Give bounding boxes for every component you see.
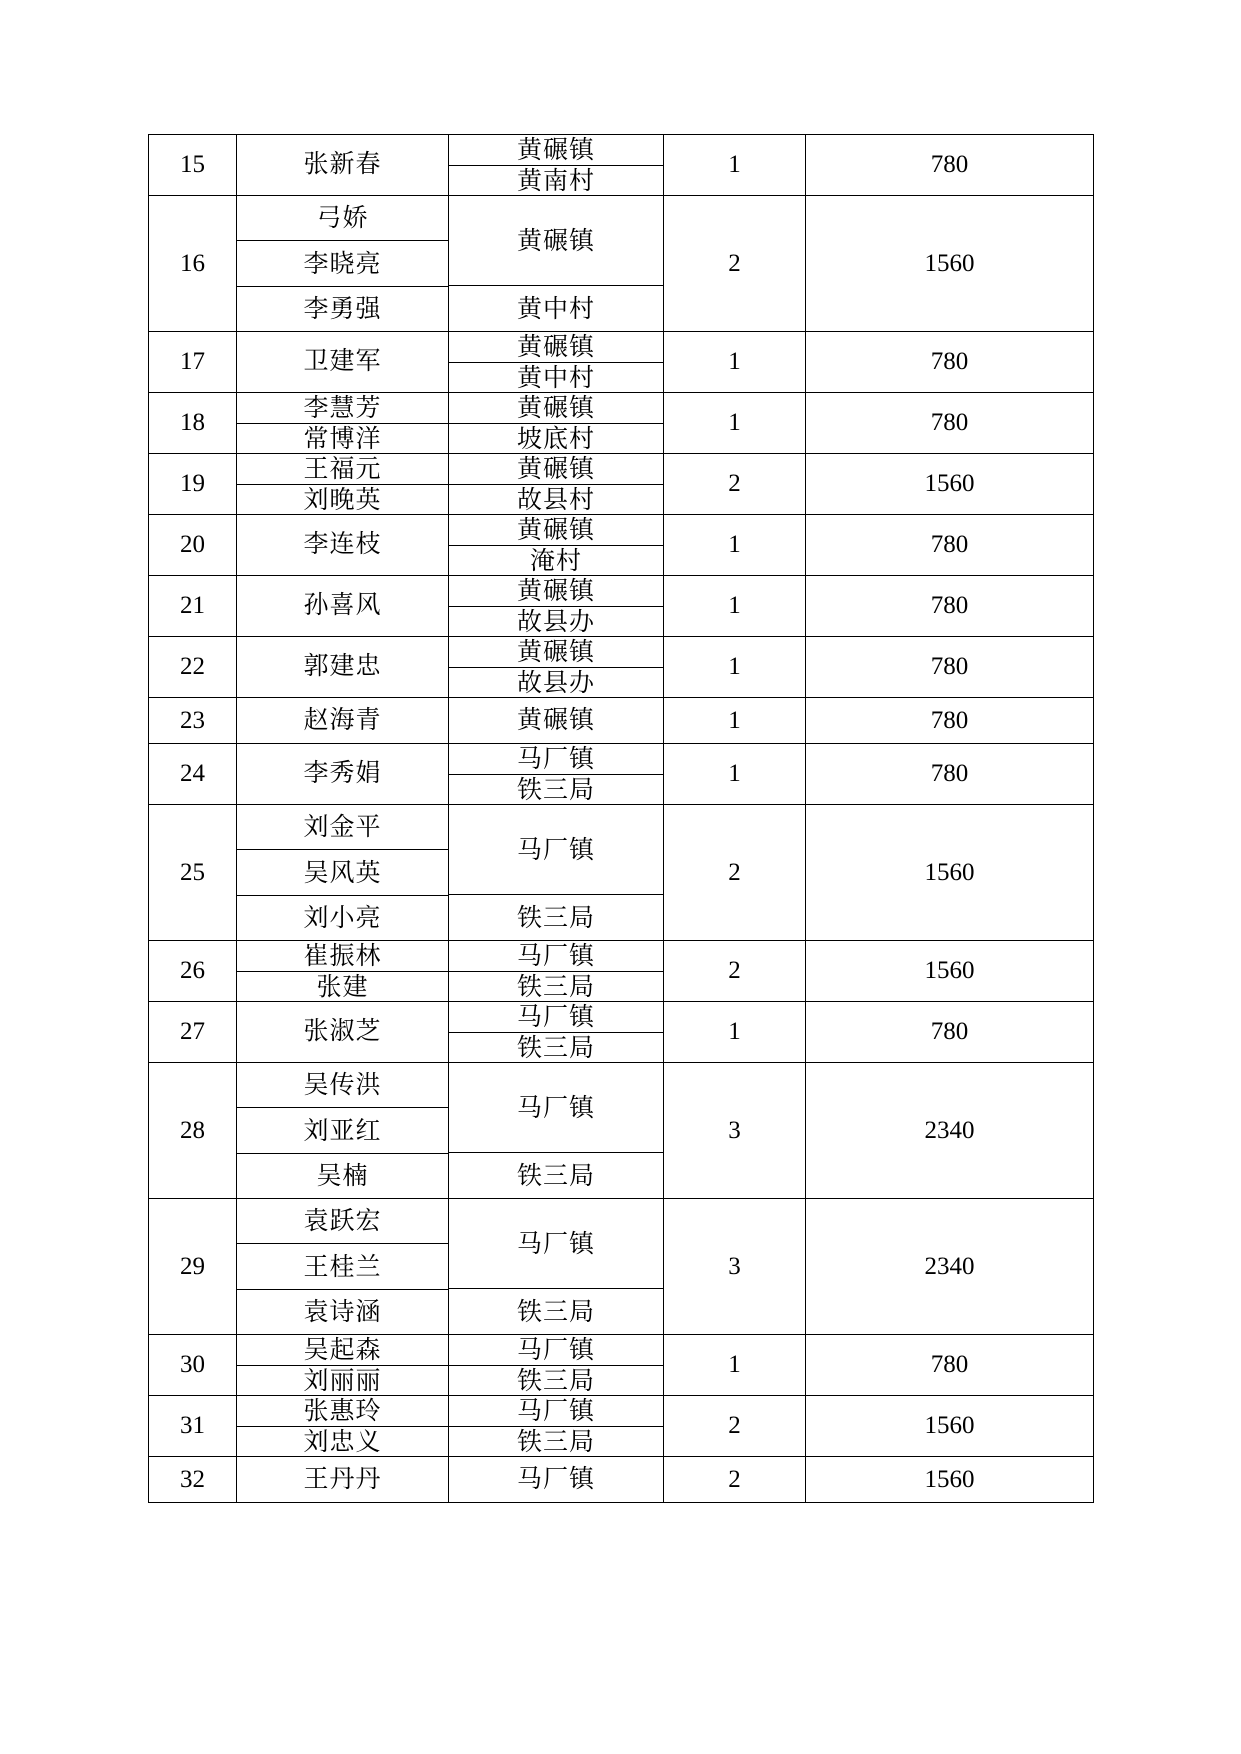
address-line: 黄碾镇	[449, 393, 663, 424]
table-row	[149, 1002, 1094, 1063]
name-line: 李晓亮	[237, 241, 448, 286]
row-count: 1	[664, 576, 806, 637]
name-line: 袁诗涵	[303, 1297, 382, 1327]
row-amount: 780	[806, 515, 1094, 576]
address-line: 黄南村	[516, 165, 595, 195]
row-address	[449, 1396, 664, 1457]
row-name: 卫建军	[237, 332, 449, 393]
table-row	[149, 744, 1094, 805]
name-line: 崔振林	[237, 941, 448, 972]
row-amount: 1560	[806, 1396, 1094, 1457]
name-line: 张建	[316, 971, 369, 1001]
row-count: 1	[664, 332, 806, 393]
name-line: 刘忠义	[303, 1426, 382, 1456]
row-name	[237, 393, 449, 454]
name-line: 吴风英	[237, 850, 448, 895]
address-line: 坡底村	[516, 423, 595, 453]
row-index: 15	[149, 135, 237, 196]
row-index: 17	[149, 332, 237, 393]
row-amount: 1560	[806, 805, 1094, 941]
row-address	[449, 637, 664, 698]
table-row	[149, 941, 1094, 1002]
address-line: 铁三局	[516, 1296, 595, 1326]
row-count: 1	[664, 1002, 806, 1063]
name-line: 吴传洪	[237, 1063, 448, 1108]
row-count: 1	[664, 637, 806, 698]
row-name: 王丹丹	[237, 1457, 449, 1503]
name-line: 刘小亮	[303, 903, 382, 933]
name-line: 刘金平	[237, 805, 448, 850]
table-row	[149, 1199, 1094, 1335]
address-line: 黄碾镇	[449, 637, 663, 668]
row-amount: 780	[806, 1002, 1094, 1063]
row-name: 张新春	[237, 135, 449, 196]
name-line: 李慧芳	[237, 393, 448, 424]
row-amount: 780	[806, 1335, 1094, 1396]
row-index: 16	[149, 196, 237, 332]
address-line: 马厂镇	[449, 1199, 663, 1289]
row-index: 21	[149, 576, 237, 637]
row-count: 1	[664, 515, 806, 576]
row-address: 黄碾镇	[449, 698, 664, 744]
row-amount: 780	[806, 637, 1094, 698]
row-count: 1	[664, 135, 806, 196]
row-amount: 780	[806, 135, 1094, 196]
table-row	[149, 332, 1094, 393]
table-row	[149, 805, 1094, 941]
address-line: 黄碾镇	[449, 515, 663, 546]
row-address	[449, 515, 664, 576]
row-index: 26	[149, 941, 237, 1002]
address-line: 马厂镇	[449, 1002, 663, 1033]
row-count: 3	[664, 1063, 806, 1199]
address-line: 马厂镇	[449, 1063, 663, 1153]
row-count: 2	[664, 1457, 806, 1503]
row-count: 2	[664, 941, 806, 1002]
table-row	[149, 698, 1094, 744]
name-line: 王桂兰	[237, 1244, 448, 1289]
address-line: 铁三局	[516, 1160, 595, 1190]
row-address	[449, 744, 664, 805]
row-amount: 1560	[806, 196, 1094, 332]
row-name	[237, 1063, 449, 1199]
table-row	[149, 393, 1094, 454]
beneficiary-table-container	[148, 134, 1093, 1503]
row-address	[449, 1002, 664, 1063]
name-line: 张惠玲	[237, 1396, 448, 1427]
address-line: 马厂镇	[449, 1335, 663, 1366]
address-line: 铁三局	[516, 902, 595, 932]
row-amount: 780	[806, 332, 1094, 393]
row-amount: 2340	[806, 1063, 1094, 1199]
table-row	[149, 135, 1094, 196]
address-line: 故县村	[516, 484, 595, 514]
row-index: 22	[149, 637, 237, 698]
address-line: 黄中村	[516, 293, 595, 323]
table-row	[149, 196, 1094, 332]
row-name: 孙喜风	[237, 576, 449, 637]
row-count: 1	[664, 744, 806, 805]
row-index: 24	[149, 744, 237, 805]
address-line: 黄碾镇	[449, 135, 663, 166]
row-name	[237, 1199, 449, 1335]
address-line: 黄中村	[516, 362, 595, 392]
row-name	[237, 454, 449, 515]
row-address	[449, 1063, 664, 1199]
name-line: 王福元	[237, 454, 448, 485]
row-address	[449, 135, 664, 196]
row-count: 1	[664, 1335, 806, 1396]
row-count: 1	[664, 393, 806, 454]
name-line: 常博洋	[303, 423, 382, 453]
table-row	[149, 1457, 1094, 1503]
name-line: 刘丽丽	[303, 1365, 382, 1395]
row-address	[449, 196, 664, 332]
table-row	[149, 637, 1094, 698]
row-name: 李连枝	[237, 515, 449, 576]
row-count: 2	[664, 1396, 806, 1457]
row-name	[237, 1396, 449, 1457]
beneficiary-table	[148, 134, 1094, 1503]
address-line: 黄碾镇	[449, 576, 663, 607]
address-line: 故县办	[516, 606, 595, 636]
row-address	[449, 805, 664, 941]
row-index: 25	[149, 805, 237, 941]
address-line: 黄碾镇	[449, 196, 663, 286]
address-line: 马厂镇	[449, 744, 663, 775]
row-address	[449, 941, 664, 1002]
row-index: 20	[149, 515, 237, 576]
row-name	[237, 805, 449, 941]
row-count: 2	[664, 805, 806, 941]
address-line: 铁三局	[516, 774, 595, 804]
row-index: 23	[149, 698, 237, 744]
row-address: 马厂镇	[449, 1457, 664, 1503]
row-index: 19	[149, 454, 237, 515]
row-amount: 780	[806, 744, 1094, 805]
row-index: 29	[149, 1199, 237, 1335]
row-address	[449, 393, 664, 454]
row-amount: 1560	[806, 941, 1094, 1002]
row-amount: 780	[806, 698, 1094, 744]
row-address	[449, 1335, 664, 1396]
table-row	[149, 1335, 1094, 1396]
row-address	[449, 1199, 664, 1335]
address-line: 铁三局	[516, 1426, 595, 1456]
row-index: 27	[149, 1002, 237, 1063]
row-index: 32	[149, 1457, 237, 1503]
name-line: 李勇强	[303, 294, 382, 324]
name-line: 刘晚英	[303, 484, 382, 514]
row-amount: 1560	[806, 1457, 1094, 1503]
name-line: 吴楠	[316, 1161, 369, 1191]
address-line: 黄碾镇	[449, 332, 663, 363]
name-line: 弓娇	[237, 196, 448, 241]
row-amount: 780	[806, 393, 1094, 454]
table-row	[149, 1063, 1094, 1199]
address-line: 铁三局	[516, 971, 595, 1001]
address-line: 马厂镇	[449, 1396, 663, 1427]
row-name: 郭建忠	[237, 637, 449, 698]
address-line: 故县办	[516, 667, 595, 697]
row-address	[449, 576, 664, 637]
row-count: 2	[664, 196, 806, 332]
address-line: 铁三局	[516, 1032, 595, 1062]
row-count: 3	[664, 1199, 806, 1335]
address-line: 马厂镇	[449, 941, 663, 972]
table-row	[149, 1396, 1094, 1457]
address-line: 铁三局	[516, 1365, 595, 1395]
row-name: 张淑芝	[237, 1002, 449, 1063]
row-count: 2	[664, 454, 806, 515]
row-count: 1	[664, 698, 806, 744]
row-name	[237, 196, 449, 332]
row-index: 28	[149, 1063, 237, 1199]
address-line: 黄碾镇	[449, 454, 663, 485]
address-line: 马厂镇	[449, 805, 663, 895]
address-line: 淹村	[529, 545, 582, 575]
row-amount: 1560	[806, 454, 1094, 515]
table-row	[149, 454, 1094, 515]
row-address	[449, 454, 664, 515]
table-row	[149, 515, 1094, 576]
row-amount: 780	[806, 576, 1094, 637]
row-name: 赵海青	[237, 698, 449, 744]
row-index: 31	[149, 1396, 237, 1457]
table-row	[149, 576, 1094, 637]
name-line: 袁跃宏	[237, 1199, 448, 1244]
name-line: 吴起森	[237, 1335, 448, 1366]
row-address	[449, 332, 664, 393]
name-line: 刘亚红	[237, 1108, 448, 1153]
row-index: 30	[149, 1335, 237, 1396]
row-amount: 2340	[806, 1199, 1094, 1335]
row-index: 18	[149, 393, 237, 454]
row-name: 李秀娟	[237, 744, 449, 805]
row-name	[237, 1335, 449, 1396]
row-name	[237, 941, 449, 1002]
